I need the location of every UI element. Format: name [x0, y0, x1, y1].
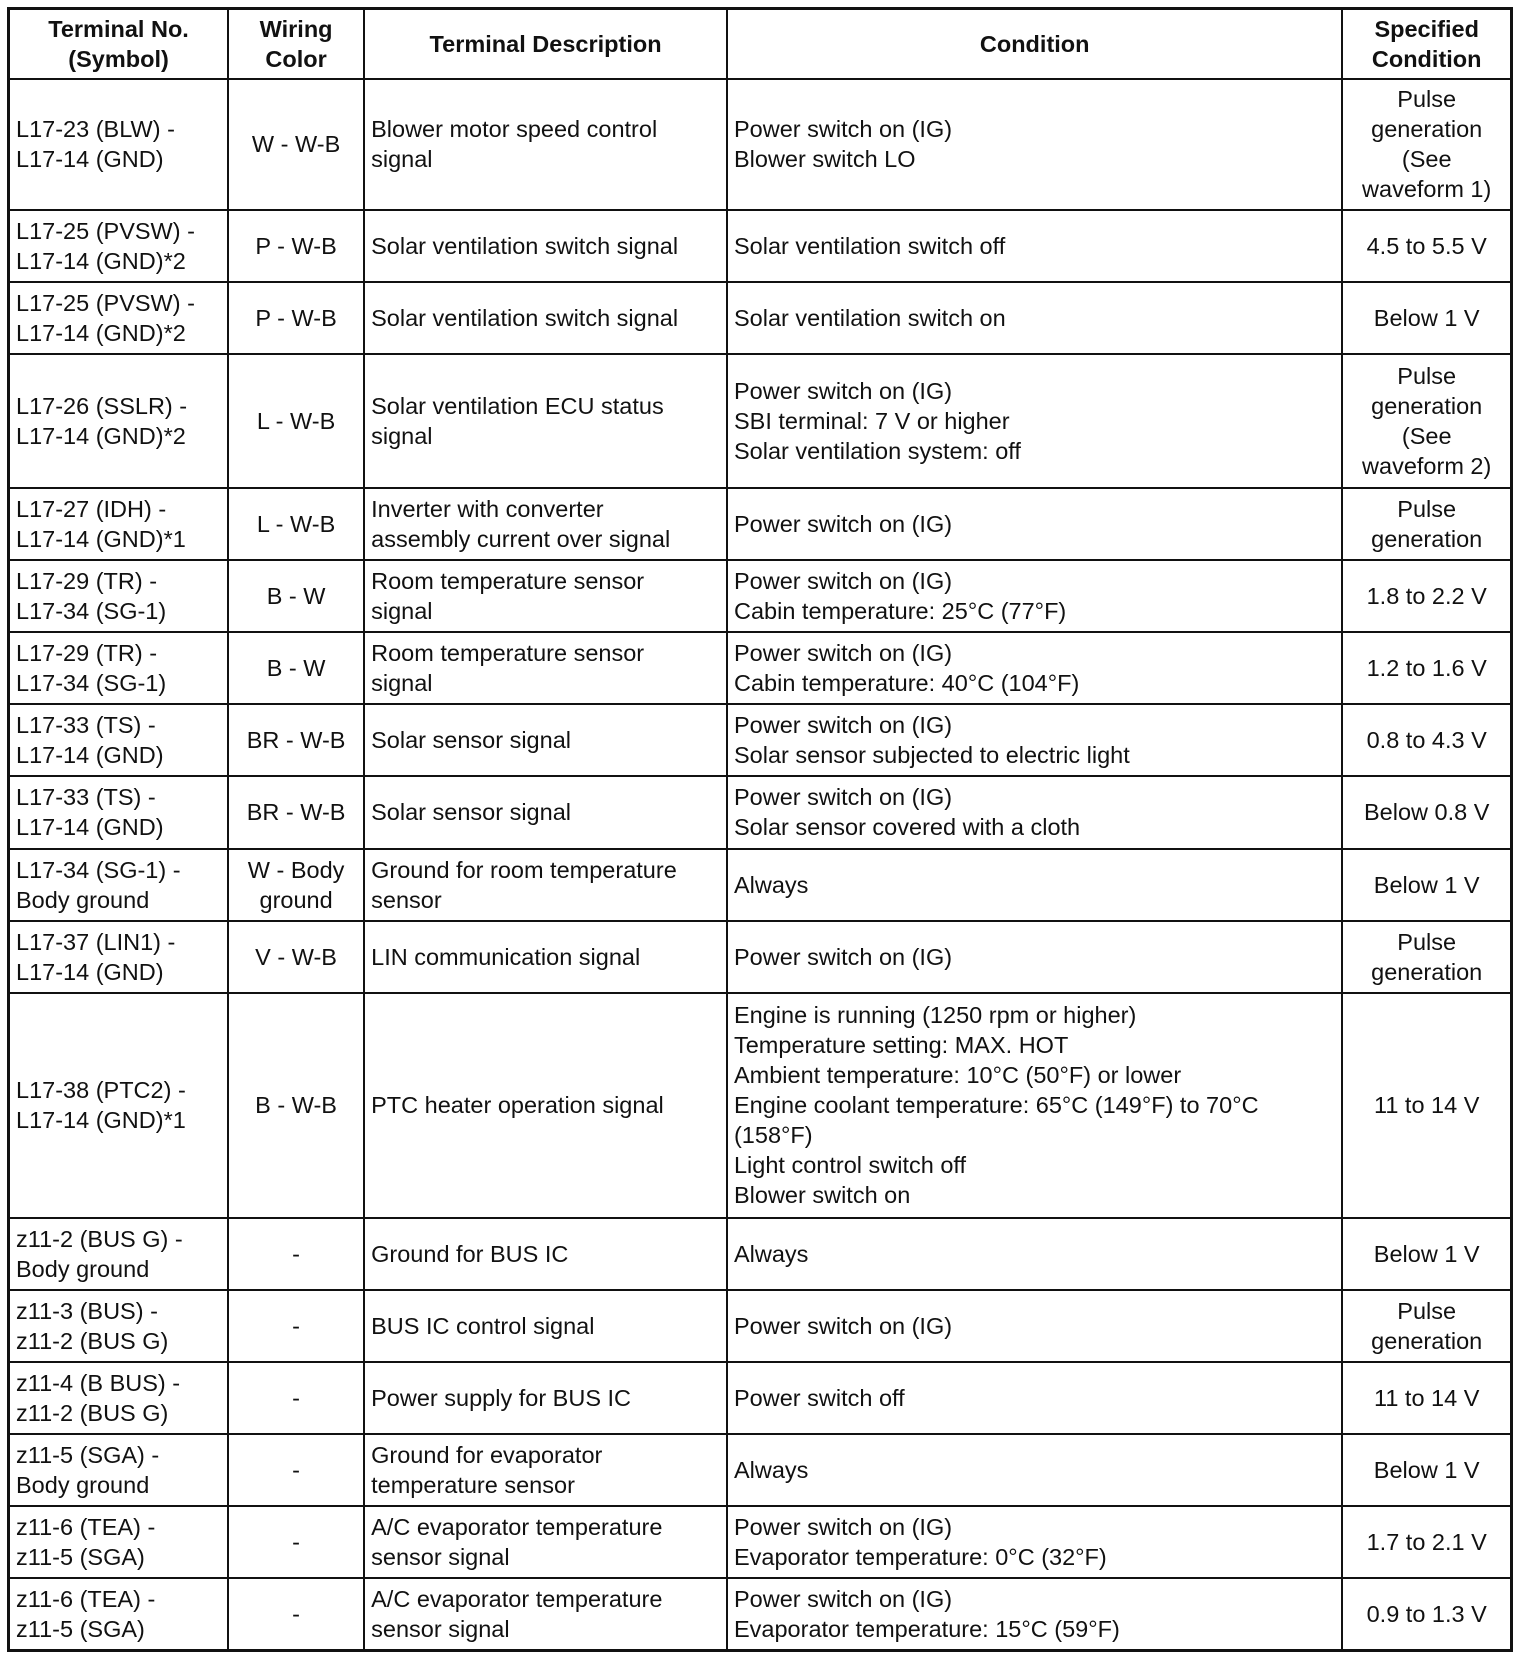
wiring-color-cell: [228, 1578, 364, 1650]
cell-line: 1.2 to 1.6 V: [1366, 655, 1487, 682]
cell-line: Pulse: [1397, 495, 1457, 522]
condition-cell: [727, 210, 1342, 282]
wiring-color-cell: [228, 632, 364, 704]
condition-cell: [727, 1506, 1342, 1578]
cell-line: L17-14 (GND): [16, 146, 164, 173]
cell-line: Body ground: [16, 1472, 150, 1499]
terminal-cell: [9, 776, 229, 848]
table-row: [9, 921, 1512, 993]
cell-line: (158°F): [733, 1122, 813, 1149]
cell-line: Below 1 V: [1373, 305, 1480, 332]
condition-cell: [727, 1290, 1342, 1362]
description-cell: [364, 632, 727, 704]
terminal-cell: [9, 849, 229, 921]
specified-condition-cell: [1342, 632, 1511, 704]
cell-line: Blower switch LO: [733, 146, 916, 173]
cell-line: Solar ventilation switch signal: [371, 305, 679, 332]
specified-condition-cell: [1342, 993, 1511, 1218]
specified-condition-cell: [1342, 79, 1511, 211]
wiring-color-cell: [228, 849, 364, 921]
cell-line: Solar ventilation system: off: [733, 438, 1021, 465]
terminal-cell: [9, 210, 229, 282]
cell-line: -: [292, 1240, 300, 1267]
specified-condition-cell: [1342, 210, 1511, 282]
cell-line: (Symbol): [68, 45, 169, 72]
cell-line: L17-34 (SG-1): [16, 598, 167, 625]
description-cell: [364, 849, 727, 921]
wiring-color-cell: [228, 354, 364, 488]
condition-cell: [727, 849, 1342, 921]
cell-line: 11 to 14 V: [1374, 1092, 1480, 1119]
terminal-cell: [9, 1218, 229, 1290]
specified-condition-cell: [1342, 1218, 1511, 1290]
cell-line: L17-29 (TR) -: [16, 568, 158, 595]
cell-line: signal: [371, 598, 433, 625]
cell-line: Room temperature sensor: [371, 640, 645, 667]
cell-line: Pulse: [1397, 928, 1457, 955]
condition-cell: [727, 632, 1342, 704]
cell-line: L17-14 (GND): [16, 742, 164, 769]
condition-cell: [727, 921, 1342, 993]
cell-line: Below 1 V: [1373, 871, 1480, 898]
table-row: [9, 849, 1512, 921]
cell-line: Power switch on (IG): [733, 116, 953, 143]
cell-line: Specified: [1374, 15, 1479, 42]
description-cell: [364, 1218, 727, 1290]
cell-line: 0.9 to 1.3 V: [1366, 1601, 1487, 1628]
cell-line: Below 1 V: [1373, 1240, 1480, 1267]
header-specified: [1342, 9, 1511, 79]
condition-cell: [727, 1362, 1342, 1434]
cell-line: signal: [371, 423, 433, 450]
cell-line: LIN communication signal: [371, 943, 641, 970]
cell-line: Cabin temperature: 40°C (104°F): [733, 670, 1080, 697]
cell-line: Power switch on (IG): [733, 568, 953, 595]
cell-line: Solar sensor subjected to electric light: [733, 742, 1130, 769]
cell-line: A/C evaporator temperature: [371, 1586, 663, 1613]
specified-condition-cell: [1342, 1578, 1511, 1650]
table-row: [9, 993, 1512, 1218]
table-row: [9, 1578, 1512, 1650]
cell-line: z11-3 (BUS) -: [16, 1297, 158, 1324]
cell-line: z11-5 (SGA): [16, 1544, 145, 1571]
terminal-cell: [9, 1578, 229, 1650]
cell-line: BR - W-B: [246, 799, 346, 826]
table-row: [9, 1290, 1512, 1362]
terminal-cell: [9, 993, 229, 1218]
cell-line: L17-14 (GND)*2: [16, 248, 186, 275]
condition-cell: [727, 1578, 1342, 1650]
table-row: [9, 282, 1512, 354]
terminal-cell: [9, 488, 229, 560]
specified-condition-cell: [1342, 354, 1511, 488]
cell-line: L - W-B: [256, 408, 336, 435]
cell-line: Temperature setting: MAX. HOT: [733, 1032, 1069, 1059]
condition-cell: [727, 1218, 1342, 1290]
wiring-color-cell: [228, 1506, 364, 1578]
wiring-color-cell: [228, 1362, 364, 1434]
cell-line: L17-25 (PVSW) -: [16, 290, 195, 317]
cell-line: ground: [259, 886, 333, 913]
table-body: [9, 79, 1512, 1651]
table-row: [9, 704, 1512, 776]
specified-condition-cell: [1342, 776, 1511, 848]
cell-line: L17-14 (GND): [16, 814, 164, 841]
terminal-cell: [9, 1290, 229, 1362]
cell-line: B - W: [266, 583, 326, 610]
terminal-cell: [9, 560, 229, 632]
table-row: [9, 79, 1512, 211]
cell-line: L17-34 (SG-1): [16, 670, 167, 697]
cell-line: Evaporator temperature: 15°C (59°F): [733, 1616, 1120, 1643]
cell-line: L17-25 (PVSW) -: [16, 218, 195, 245]
cell-line: generation: [1371, 525, 1483, 552]
description-cell: [364, 921, 727, 993]
cell-line: SBI terminal: 7 V or higher: [733, 408, 1010, 435]
cell-line: Power switch on (IG): [733, 1312, 953, 1339]
condition-cell: [727, 776, 1342, 848]
cell-line: Power switch on (IG): [733, 378, 953, 405]
cell-line: sensor signal: [371, 1544, 510, 1571]
cell-line: Terminal No.: [48, 15, 189, 42]
description-cell: [364, 704, 727, 776]
cell-line: Solar ventilation switch signal: [371, 233, 679, 260]
condition-cell: [727, 79, 1342, 211]
cell-line: L17-34 (SG-1) -: [16, 856, 181, 883]
cell-line: Power switch on (IG): [733, 1514, 953, 1541]
wiring-color-cell: [228, 921, 364, 993]
condition-cell: [727, 282, 1342, 354]
cell-line: L17-37 (LIN1) -: [16, 928, 176, 955]
cell-line: Body ground: [16, 1255, 150, 1282]
cell-line: L17-23 (BLW) -: [16, 116, 175, 143]
cell-line: Pulse: [1397, 86, 1457, 113]
cell-line: z11-5 (SGA) -: [16, 1442, 160, 1469]
specified-condition-cell: [1342, 560, 1511, 632]
cell-line: P - W-B: [255, 233, 337, 260]
cell-line: signal: [371, 670, 433, 697]
cell-line: sensor signal: [371, 1616, 510, 1643]
wiring-color-cell: [228, 282, 364, 354]
header-row: [9, 9, 1512, 79]
cell-line: Always: [733, 1457, 809, 1484]
cell-line: Room temperature sensor: [371, 568, 645, 595]
condition-cell: [727, 704, 1342, 776]
cell-line: Always: [733, 1240, 809, 1267]
description-cell: [364, 282, 727, 354]
wiring-color-cell: [228, 488, 364, 560]
cell-line: Ground for evaporator: [371, 1442, 603, 1469]
cell-line: (See: [1401, 146, 1452, 173]
wiring-color-cell: [228, 776, 364, 848]
cell-line: Below 1 V: [1373, 1457, 1480, 1484]
cell-line: z11-2 (BUS G): [16, 1327, 169, 1354]
cell-line: 1.7 to 2.1 V: [1366, 1529, 1487, 1556]
cell-line: L - W-B: [256, 510, 336, 537]
cell-line: Cabin temperature: 25°C (77°F): [733, 598, 1067, 625]
table-row: [9, 354, 1512, 488]
condition-cell: [727, 560, 1342, 632]
wiring-color-cell: [228, 1434, 364, 1506]
header-wiring: [228, 9, 364, 79]
specified-condition-cell: [1342, 1506, 1511, 1578]
cell-line: Condition: [979, 30, 1090, 57]
cell-line: Engine coolant temperature: 65°C (149°F) to 70°C: [733, 1092, 1259, 1119]
terminal-cell: [9, 632, 229, 704]
table-row: [9, 1362, 1512, 1434]
cell-line: Color: [265, 45, 327, 72]
cell-line: Power switch on (IG): [733, 784, 953, 811]
header-terminal: [9, 9, 229, 79]
header-description: [364, 9, 727, 79]
table-row: [9, 1506, 1512, 1578]
cell-line: -: [292, 1457, 300, 1484]
terminal-cell: [9, 282, 229, 354]
cell-line: L17-33 (TS) -: [16, 712, 156, 739]
cell-line: Ground for room temperature: [371, 856, 677, 883]
cell-line: Condition: [1371, 45, 1482, 72]
wiring-color-cell: [228, 210, 364, 282]
cell-line: L17-14 (GND)*1: [16, 525, 186, 552]
cell-line: W - W-B: [251, 131, 341, 158]
cell-line: Ground for BUS IC: [371, 1240, 569, 1267]
cell-line: 4.5 to 5.5 V: [1366, 233, 1487, 260]
cell-line: L17-27 (IDH) -: [16, 495, 167, 522]
specified-condition-cell: [1342, 849, 1511, 921]
description-cell: [364, 993, 727, 1218]
cell-line: L17-14 (GND)*1: [16, 1107, 186, 1134]
condition-cell: [727, 1434, 1342, 1506]
terminal-cell: [9, 354, 229, 488]
description-cell: [364, 1506, 727, 1578]
cell-line: temperature sensor: [371, 1472, 575, 1499]
cell-line: Blower switch on: [733, 1182, 911, 1209]
cell-line: Solar sensor signal: [371, 799, 571, 826]
cell-line: W - Body: [247, 856, 345, 883]
cell-line: -: [292, 1312, 300, 1339]
cell-line: Ambient temperature: 10°C (50°F) or lower: [733, 1062, 1182, 1089]
wiring-color-cell: [228, 1290, 364, 1362]
cell-line: BR - W-B: [246, 727, 346, 754]
specified-condition-cell: [1342, 1290, 1511, 1362]
cell-line: -: [292, 1529, 300, 1556]
wiring-color-cell: [228, 1218, 364, 1290]
cell-line: z11-5 (SGA): [16, 1616, 145, 1643]
table-row: [9, 1218, 1512, 1290]
cell-line: Power switch on (IG): [733, 1586, 953, 1613]
cell-line: P - W-B: [255, 305, 337, 332]
cell-line: generation: [1371, 116, 1483, 143]
cell-line: Power switch on (IG): [733, 943, 953, 970]
cell-line: BUS IC control signal: [371, 1312, 595, 1339]
cell-line: 11 to 14 V: [1374, 1384, 1480, 1411]
table-row: [9, 1434, 1512, 1506]
cell-line: generation: [1371, 393, 1483, 420]
cell-line: Power switch on (IG): [733, 510, 953, 537]
description-cell: [364, 1290, 727, 1362]
cell-line: z11-6 (TEA) -: [16, 1586, 156, 1613]
description-cell: [364, 488, 727, 560]
cell-line: Solar ventilation switch off: [733, 233, 1006, 260]
cell-line: Wiring: [259, 15, 333, 42]
cell-line: Inverter with converter: [371, 495, 604, 522]
cell-line: Pulse: [1397, 1297, 1457, 1324]
cell-line: Solar sensor signal: [371, 727, 571, 754]
cell-line: 1.8 to 2.2 V: [1366, 583, 1487, 610]
cell-line: Solar sensor covered with a cloth: [733, 814, 1081, 841]
cell-line: V - W-B: [255, 943, 337, 970]
cell-line: generation: [1371, 958, 1483, 985]
cell-line: waveform 2): [1362, 453, 1492, 480]
cell-line: Blower motor speed control: [371, 116, 658, 143]
description-cell: [364, 1362, 727, 1434]
condition-cell: [727, 488, 1342, 560]
header-condition: [727, 9, 1342, 79]
terminal-cell: [9, 79, 229, 211]
cell-line: 0.8 to 4.3 V: [1366, 727, 1487, 754]
cell-line: assembly current over signal: [371, 525, 671, 552]
table-header: [9, 9, 1512, 79]
cell-line: Always: [733, 871, 809, 898]
wiring-color-cell: [228, 993, 364, 1218]
description-cell: [364, 1578, 727, 1650]
description-cell: [364, 1434, 727, 1506]
wiring-color-cell: [228, 704, 364, 776]
cell-line: A/C evaporator temperature: [371, 1514, 663, 1541]
cell-line: -: [292, 1384, 300, 1411]
cell-line: L17-29 (TR) -: [16, 640, 158, 667]
cell-line: z11-6 (TEA) -: [16, 1514, 156, 1541]
description-cell: [364, 560, 727, 632]
cell-line: Body ground: [16, 886, 150, 913]
specified-condition-cell: [1342, 1362, 1511, 1434]
specified-condition-cell: [1342, 488, 1511, 560]
cell-line: Pulse: [1397, 363, 1457, 390]
description-cell: [364, 79, 727, 211]
cell-line: L17-26 (SSLR) -: [16, 393, 188, 420]
terminal-cell: [9, 921, 229, 993]
cell-line: sensor: [371, 886, 442, 913]
cell-line: Engine is running (1250 rpm or higher): [733, 1002, 1137, 1029]
cell-line: Evaporator temperature: 0°C (32°F): [733, 1544, 1107, 1571]
terminal-cell: [9, 1434, 229, 1506]
cell-line: Power switch on (IG): [733, 640, 953, 667]
cell-line: signal: [371, 146, 433, 173]
description-cell: [364, 210, 727, 282]
description-cell: [364, 354, 727, 488]
table-row: [9, 776, 1512, 848]
cell-line: generation: [1371, 1327, 1483, 1354]
terminal-cell: [9, 1362, 229, 1434]
cell-line: L17-14 (GND)*2: [16, 423, 186, 450]
cell-line: Power switch on (IG): [733, 712, 953, 739]
cell-line: Solar ventilation ECU status: [371, 393, 664, 420]
terminal-cell: [9, 1506, 229, 1578]
specified-condition-cell: [1342, 921, 1511, 993]
condition-cell: [727, 354, 1342, 488]
condition-cell: [727, 993, 1342, 1218]
cell-line: B - W: [266, 655, 326, 682]
table-row: [9, 632, 1512, 704]
cell-line: -: [292, 1601, 300, 1628]
specified-condition-cell: [1342, 1434, 1511, 1506]
cell-line: L17-38 (PTC2) -: [16, 1077, 186, 1104]
cell-line: z11-2 (BUS G) -: [16, 1225, 183, 1252]
cell-line: PTC heater operation signal: [371, 1092, 664, 1119]
cell-line: B - W-B: [255, 1092, 337, 1119]
cell-line: z11-2 (BUS G): [16, 1399, 169, 1426]
cell-line: waveform 1): [1362, 176, 1492, 203]
cell-line: L17-14 (GND)*2: [16, 320, 186, 347]
cell-line: Power supply for BUS IC: [371, 1384, 632, 1411]
cell-line: Below 0.8 V: [1364, 799, 1490, 826]
wiring-color-cell: [228, 560, 364, 632]
terminal-cell: [9, 704, 229, 776]
cell-line: Power switch off: [733, 1384, 905, 1411]
cell-line: Terminal Description: [429, 30, 662, 57]
specified-condition-cell: [1342, 704, 1511, 776]
table-row: [9, 488, 1512, 560]
terminal-table: [7, 7, 1513, 1652]
cell-line: z11-4 (B BUS) -: [16, 1369, 181, 1396]
table-row: [9, 210, 1512, 282]
description-cell: [364, 776, 727, 848]
cell-line: L17-33 (TS) -: [16, 784, 156, 811]
cell-line: Light control switch off: [733, 1152, 967, 1179]
wiring-color-cell: [228, 79, 364, 211]
table-row: [9, 560, 1512, 632]
cell-line: Solar ventilation switch on: [733, 305, 1006, 332]
specified-condition-cell: [1342, 282, 1511, 354]
cell-line: (See: [1401, 423, 1452, 450]
cell-line: L17-14 (GND): [16, 958, 164, 985]
